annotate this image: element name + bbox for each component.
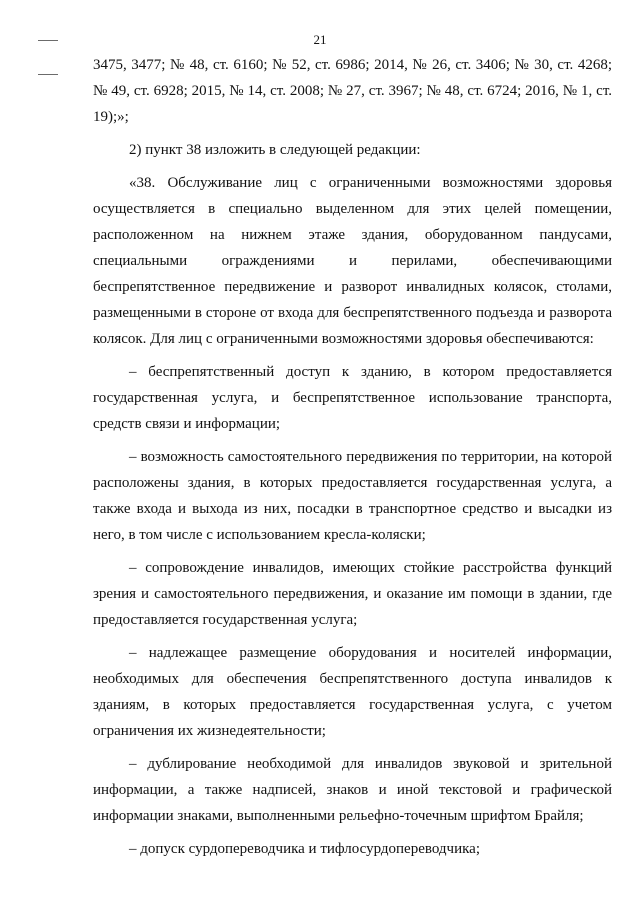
paragraph-citation-continuation: 3475, 3477; № 48, ст. 6160; № 52, ст. 6986; 2014, № 26, ст. 3406; № 30, ст. 4268; № 49, ст. 6928; 2015, № 14, ст. 2008; № 27, ст. 3967; № 48, ст. 6724; 2016, № 1, ст. 19);»;: [93, 57, 612, 125]
paragraph-clause-38: «38. Обслуживание лиц с ограниченными возможностями здоровья осуществляется в специально выделенном для этих целей помещении, расположенном на нижнем этаже здания, оборудованном пандусами, специальными ограждениями и перилами, обеспечивающими беспрепятственное передвижение и разворот инвалидных колясок, столами, размещенными в стороне от входа для беспрепятственного подъезда и разворота колясок. Для лиц с ограниченными возможностями здоровья обеспечиваются:: [93, 175, 612, 347]
list-item: – допуск сурдопереводчика и тифлосурдопереводчика;: [129, 841, 480, 857]
list-item: – дублирование необходимой для инвалидов звуковой и зрительной информации, а также надписей, знаков и иной текстовой и графической информации знаками, выполненными рельефно-точечным шрифтом Брайля;: [93, 756, 612, 824]
list-item: – беспрепятственный доступ к зданию, в котором предоставляется государственная услуга, и беспрепятственное использование транспорта, средств связи и информации;: [93, 364, 612, 432]
paragraph-item-2: 2) пункт 38 изложить в следующей редакции:: [129, 142, 421, 158]
list-item: – возможность самостоятельного передвижения по территории, на которой расположены здания, в которых предоставляется государственная услуга, а также входа и выхода из них, посадки в транспортное средство и высадки из него, в том числе с использованием кресла-коляски;: [93, 449, 612, 543]
page-number: 21: [313, 32, 327, 47]
document-body: [93, 52, 612, 862]
list-item: – надлежащее размещение оборудования и носителей информации, необходимых для обеспечения беспрепятственного доступа инвалидов к зданиям, в которых предоставляется государственная услуга, с учетом ограничения их жизнедеятельности;: [93, 645, 612, 739]
scan-mark: [38, 74, 58, 75]
list-item: – сопровождение инвалидов, имеющих стойкие расстройства функций зрения и самостоятельного передвижения, и оказание им помощи в здании, где предоставляется государственная услуга;: [93, 560, 612, 628]
